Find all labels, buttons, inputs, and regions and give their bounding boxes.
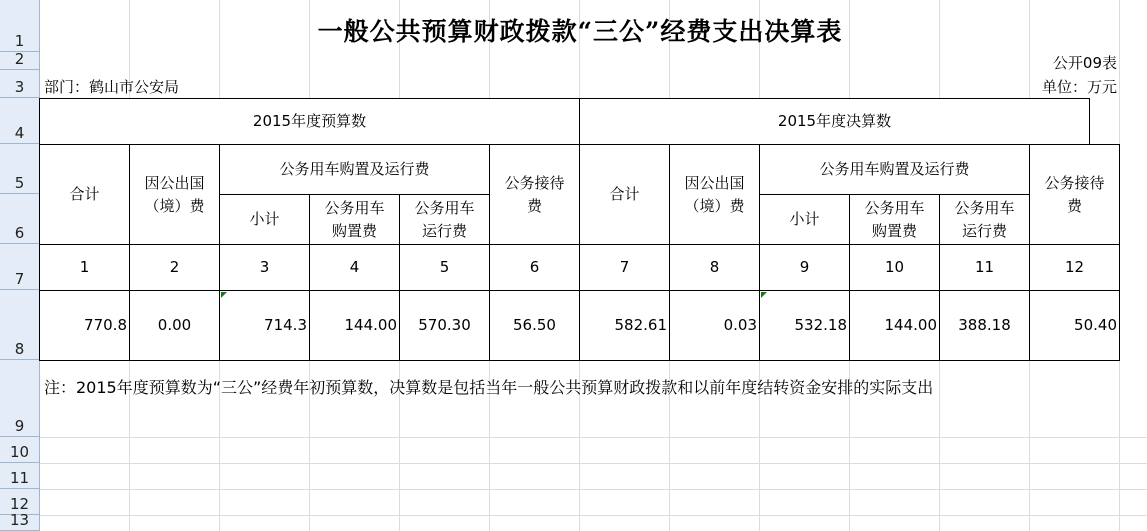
final-subtotal-value[interactable]: 532.18	[759, 290, 850, 361]
row-header-4[interactable]: 4	[0, 98, 39, 144]
final-reception-header[interactable]: 公务接待费	[1029, 144, 1120, 245]
budget-vehicle-header[interactable]: 公务用车购置及运行费	[219, 144, 490, 195]
error-indicator-icon[interactable]	[221, 292, 227, 298]
column-number-cell[interactable]: 10	[849, 244, 940, 291]
row-header-12[interactable]: 12	[0, 489, 39, 515]
budget-reception-header[interactable]: 公务接待费	[489, 144, 580, 245]
report-title[interactable]: 一般公共预算财政拨款“三公”经费支出决算表	[317, 17, 843, 46]
budget-operation-header[interactable]: 公务用车运行费	[399, 194, 490, 245]
final-abroad-value[interactable]: 0.03	[669, 290, 760, 361]
final-group-header[interactable]: 2015年度决算数	[579, 98, 1090, 145]
final-operation-value[interactable]: 388.18	[939, 290, 1030, 361]
gridline	[40, 489, 1147, 490]
error-indicator-icon[interactable]	[761, 292, 767, 298]
column-number-cell[interactable]: 12	[1029, 244, 1120, 291]
column-number-cell[interactable]: 7	[579, 244, 670, 291]
final-abroad-header[interactable]: 因公出国（境）费	[669, 144, 760, 245]
row-header-column	[0, 0, 40, 531]
gridline	[40, 515, 1147, 516]
row-header-6[interactable]: 6	[0, 194, 39, 244]
row-header-7[interactable]: 7	[0, 244, 39, 290]
row-header-3[interactable]: 3	[0, 70, 39, 98]
budget-total-value[interactable]: 770.8	[39, 290, 130, 361]
department-label[interactable]: 部门：鹤山市公安局	[44, 78, 180, 96]
column-number-cell[interactable]: 6	[489, 244, 580, 291]
budget-operation-value[interactable]: 570.30	[399, 290, 490, 361]
column-number-cell[interactable]: 1	[39, 244, 130, 291]
row-header-1[interactable]: 1	[0, 0, 39, 52]
budget-abroad-value[interactable]: 0.00	[129, 290, 220, 361]
column-number-cell[interactable]: 9	[759, 244, 850, 291]
final-purchase-header[interactable]: 公务用车购置费	[849, 194, 940, 245]
budget-purchase-header[interactable]: 公务用车购置费	[309, 194, 400, 245]
column-number-cell[interactable]: 4	[309, 244, 400, 291]
row-header-11[interactable]: 11	[0, 463, 39, 489]
gridline	[40, 463, 1147, 464]
final-operation-header[interactable]: 公务用车运行费	[939, 194, 1030, 245]
budget-group-header[interactable]: 2015年度预算数	[39, 98, 580, 145]
budget-total-header[interactable]: 合计	[39, 144, 130, 245]
row-header-8[interactable]: 8	[0, 290, 39, 360]
row-header-2[interactable]: 2	[0, 52, 39, 70]
row-header-9[interactable]: 9	[0, 360, 39, 437]
final-subtotal-header[interactable]: 小计	[759, 194, 850, 245]
final-total-value[interactable]: 582.61	[579, 290, 670, 361]
final-reception-value[interactable]: 50.40	[1029, 290, 1120, 361]
form-number[interactable]: 公开09表	[1052, 54, 1117, 72]
column-number-cell[interactable]: 11	[939, 244, 1030, 291]
column-number-cell[interactable]: 8	[669, 244, 760, 291]
final-vehicle-header[interactable]: 公务用车购置及运行费	[759, 144, 1030, 195]
budget-subtotal-value[interactable]: 714.3	[219, 290, 310, 361]
row-header-10[interactable]: 10	[0, 437, 39, 463]
row-header-13[interactable]: 13	[0, 515, 39, 531]
footnote[interactable]: 注：2015年度预算数为“三公”经费年初预算数，决算数是包括当年一般公共预算财政拨款和以前年度结转资金安排的实际支出	[44, 378, 934, 397]
unit-label[interactable]: 单位：万元	[1041, 78, 1117, 96]
row-header-5[interactable]: 5	[0, 144, 39, 194]
column-number-cell[interactable]: 5	[399, 244, 490, 291]
budget-purchase-value[interactable]: 144.00	[309, 290, 400, 361]
final-purchase-value[interactable]: 144.00	[849, 290, 940, 361]
budget-subtotal-header[interactable]: 小计	[219, 194, 310, 245]
budget-reception-value[interactable]: 56.50	[489, 290, 580, 361]
budget-abroad-header[interactable]: 因公出国（境）费	[129, 144, 220, 245]
gridline	[40, 437, 1147, 438]
final-total-header[interactable]: 合计	[579, 144, 670, 245]
column-number-cell[interactable]: 2	[129, 244, 220, 291]
column-number-cell[interactable]: 3	[219, 244, 310, 291]
